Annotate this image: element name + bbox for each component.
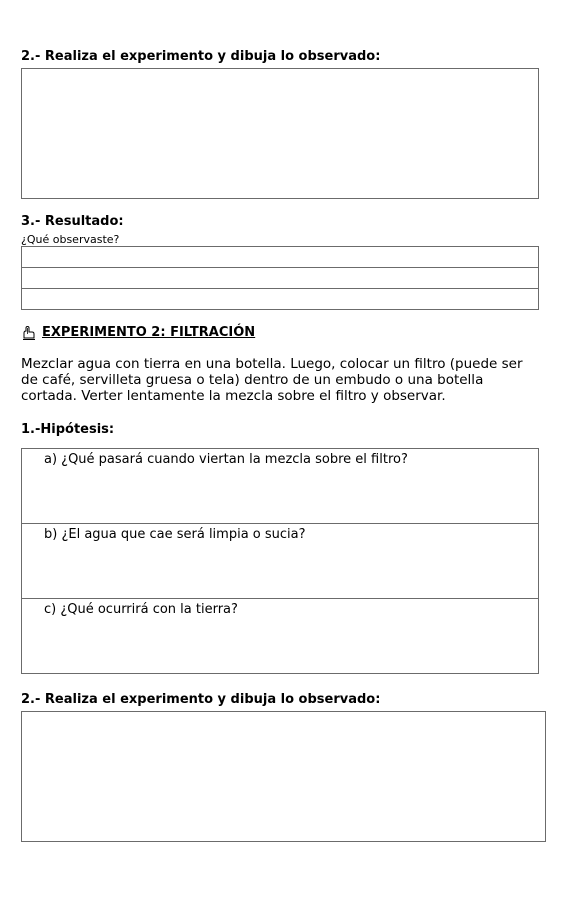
experiment-description: Mezclar agua con tierra en una botella. Luego, colocar un filtro (puede ser de café, servilleta gruesa o tela) dentro de un embudo o una botella cortada. Verter lentamente la mezcla sobre el filtro y observar. (21, 356, 523, 404)
result-prompt: ¿Qué observaste? (21, 233, 120, 246)
hypothesis-table (21, 448, 539, 674)
answer-lines-table (21, 246, 539, 310)
result-heading: 3.- Resultado: (21, 214, 124, 229)
experiment-title-row (21, 325, 255, 341)
answer-line[interactable] (22, 268, 539, 289)
hypothesis-question[interactable]: a) ¿Qué pasará cuando viertan la mezcla sobre el filtro? (22, 449, 539, 524)
drawing-box-2[interactable] (21, 711, 546, 842)
draw-section-heading-2: 2.- Realiza el experimento y dibuja lo observado: (21, 692, 381, 707)
hypothesis-question[interactable]: b) ¿El agua que cae será limpia o sucia? (22, 524, 539, 599)
drawing-box[interactable] (21, 68, 539, 199)
experiment-title: EXPERIMENTO 2: FILTRACIÓN (42, 325, 256, 340)
answer-line[interactable] (22, 289, 539, 310)
hand-writing-icon (21, 325, 37, 341)
answer-line[interactable] (22, 247, 539, 268)
hypothesis-question[interactable]: c) ¿Qué ocurrirá con la tierra? (22, 599, 539, 674)
hypothesis-heading: 1.-Hipótesis: (21, 422, 115, 437)
draw-section-heading: 2.- Realiza el experimento y dibuja lo observado: (21, 49, 381, 64)
